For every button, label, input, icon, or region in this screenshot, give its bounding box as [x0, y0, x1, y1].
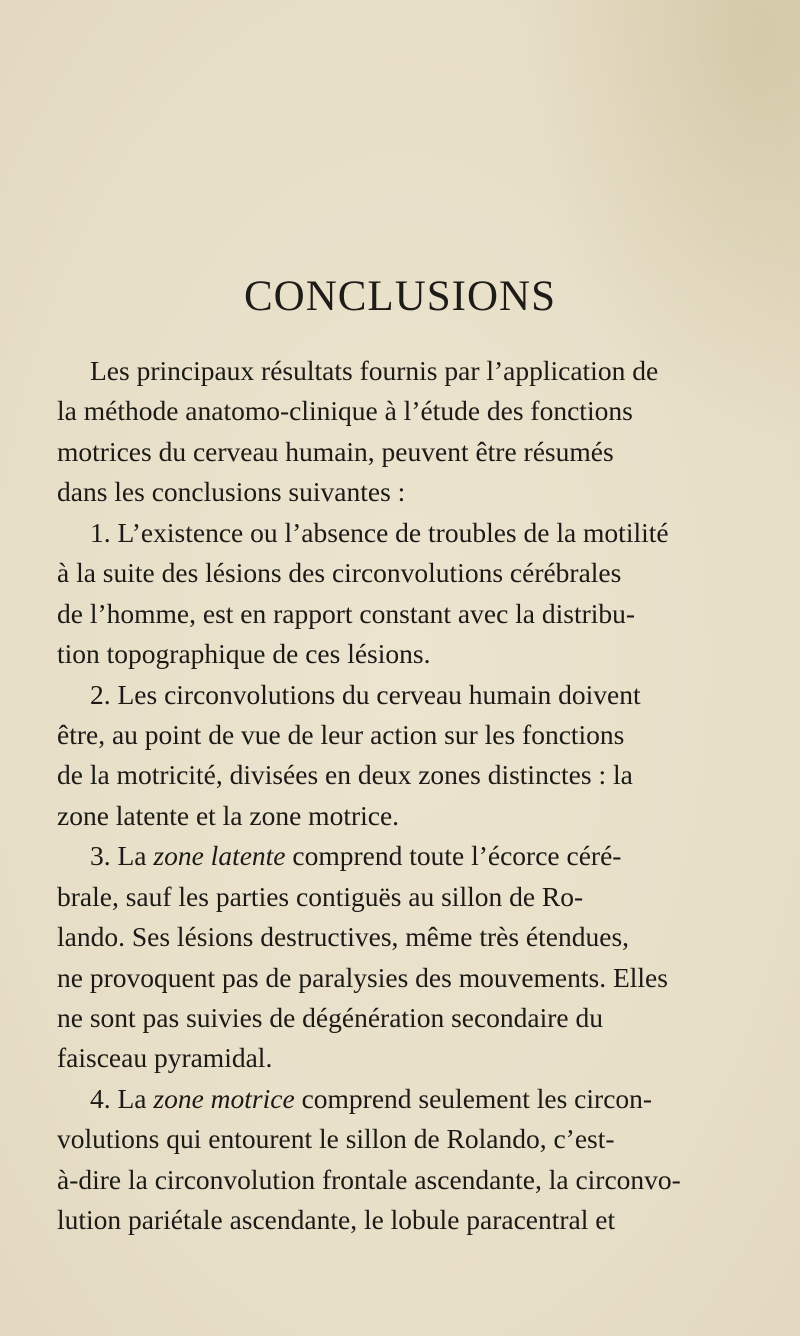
text-segment: 2. Les circonvolutions du cerveau humain doivent [90, 678, 641, 710]
text-segment: lution pariétale ascendante, le lobule paracentral et [57, 1204, 616, 1236]
text-line [57, 998, 738, 1038]
text-segment: de la motricité, divisées en deux zones distinctes : la [57, 759, 633, 791]
text-segment: volutions qui entourent le sillon de Rolando, c’est- [57, 1123, 615, 1155]
text-segment: motrices du cerveau humain, peuvent être résumés [57, 435, 614, 467]
text-segment: brale, sauf les parties contiguës au sillon de Ro- [57, 880, 584, 912]
text-segment: 4. La [90, 1082, 154, 1114]
text-line [57, 351, 738, 391]
text-line [57, 877, 738, 917]
text-line [57, 391, 738, 431]
text-line [57, 1119, 738, 1159]
conclusions-text [57, 351, 738, 1241]
text-line [57, 553, 738, 593]
text-line [57, 634, 738, 674]
text-segment: être, au point de vue de leur action sur les fonctions [57, 718, 625, 750]
text-segment: Les principaux résultats fournis par l’application de [90, 355, 659, 386]
text-segment: 3. La [90, 840, 154, 872]
text-segment: à la suite des lésions des circonvolutions cérébrales [57, 557, 622, 589]
text-line [57, 958, 738, 998]
emphasis-term: zone motrice [153, 1082, 295, 1114]
text-line [57, 1038, 738, 1078]
text-line [57, 796, 738, 836]
text-segment: à-dire la circonvolution frontale ascendante, la circonvo- [57, 1163, 681, 1195]
text-line [57, 472, 738, 512]
text-line [57, 1200, 738, 1240]
text-segment: la méthode anatomo-clinique à l’étude des fonctions [57, 395, 633, 427]
text-line [57, 917, 738, 957]
page-title: CONCLUSIONS [243, 273, 557, 320]
text-segment: lando. Ses lésions destructives, même très étendues, [57, 921, 630, 953]
text-segment: zone latente et la zone motrice. [57, 799, 400, 831]
text-line [57, 675, 738, 715]
text-line [57, 513, 738, 553]
text-segment: tion topographique de ces lésions. [57, 638, 431, 670]
text-line [57, 432, 738, 472]
text-line [57, 1079, 738, 1119]
text-segment: de l’homme, est en rapport constant avec la distribu- [57, 597, 636, 629]
text-segment: faisceau pyramidal. [57, 1042, 273, 1074]
text-segment: dans les conclusions suivantes : [57, 476, 406, 508]
text-line [57, 836, 738, 876]
text-segment: ne sont pas suivies de dégénération secondaire du [57, 1002, 604, 1033]
emphasis-term: zone latente [153, 840, 286, 872]
text-segment: comprend toute l’écorce céré- [285, 840, 622, 872]
text-line [57, 755, 738, 795]
text-line [57, 1160, 738, 1200]
text-line [57, 715, 738, 755]
text-line [57, 594, 738, 634]
text-segment: ne provoquent pas de paralysies des mouvements. Elles [57, 961, 668, 993]
text-segment: comprend seulement les circon- [294, 1082, 653, 1114]
text-segment: 1. L’existence ou l’absence de troubles de la motilité [90, 516, 669, 548]
